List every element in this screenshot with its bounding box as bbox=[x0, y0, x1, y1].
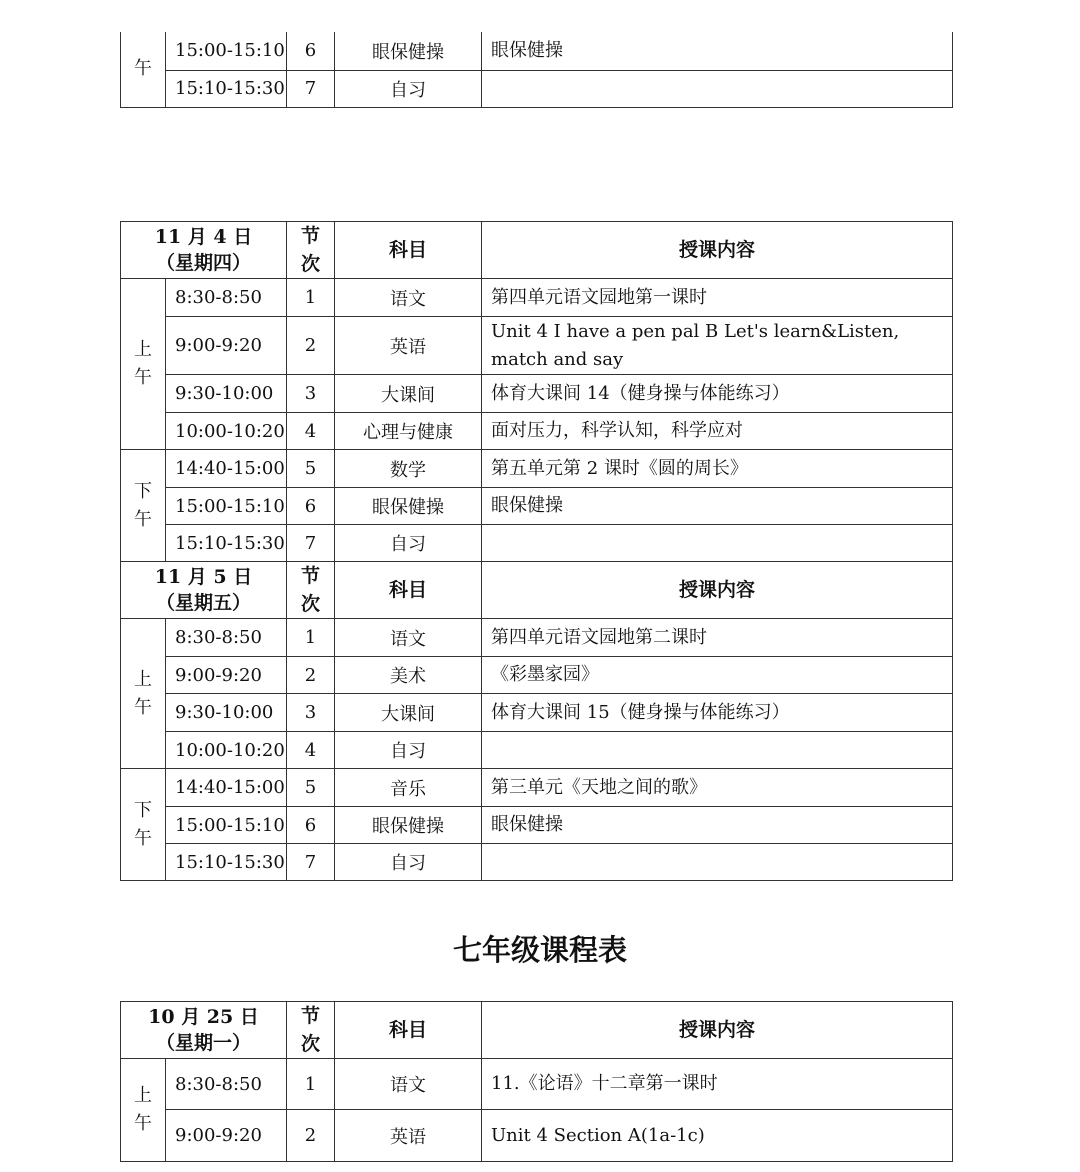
subject-cell: 自习 bbox=[335, 70, 482, 107]
lesson-number-cell: 2 bbox=[287, 1110, 335, 1162]
content-cell: Unit 4 I have a pen pal B Let's learn&Listen, match and say bbox=[482, 317, 953, 375]
day-header-row bbox=[121, 222, 953, 279]
subject-cell: 数学 bbox=[335, 450, 482, 488]
content-cell: 《彩墨家园》 bbox=[482, 657, 953, 694]
lesson-number-cell: 3 bbox=[287, 694, 335, 732]
lesson-number-cell: 5 bbox=[287, 450, 335, 488]
schedule-row bbox=[121, 807, 953, 844]
time-cell: 9:00-9:20 bbox=[166, 1110, 287, 1162]
time-cell: 15:10-15:30 bbox=[166, 525, 287, 562]
subject-header: 科目 bbox=[335, 1002, 482, 1059]
subject-cell: 语文 bbox=[335, 619, 482, 657]
time-cell: 15:00-15:10 bbox=[166, 807, 287, 844]
lesson-number-cell: 6 bbox=[287, 807, 335, 844]
time-cell: 9:30-10:00 bbox=[166, 694, 287, 732]
content-cell: 第三单元《天地之间的歌》 bbox=[482, 769, 953, 807]
schedule-row bbox=[121, 32, 953, 70]
period-cell bbox=[121, 279, 166, 450]
schedule-row bbox=[121, 375, 953, 413]
content-cell: 眼保健操 bbox=[482, 32, 953, 70]
subject-cell: 心理与健康 bbox=[335, 413, 482, 450]
subject-cell: 眼保健操 bbox=[335, 488, 482, 525]
schedule-row bbox=[121, 413, 953, 450]
subject-cell: 大课间 bbox=[335, 375, 482, 413]
lesson-number-header: 节次 bbox=[287, 1002, 335, 1059]
subject-cell: 语文 bbox=[335, 1059, 482, 1110]
schedule-row bbox=[121, 844, 953, 881]
weekday-label: （星期四） bbox=[156, 252, 252, 274]
time-cell: 8:30-8:50 bbox=[166, 1059, 287, 1110]
subject-cell: 眼保健操 bbox=[335, 807, 482, 844]
schedule-row bbox=[121, 1059, 953, 1110]
content-cell: 第五单元第 2 课时《圆的周长》 bbox=[482, 450, 953, 488]
time-cell: 9:00-9:20 bbox=[166, 657, 287, 694]
lesson-number-header: 节次 bbox=[287, 562, 335, 619]
schedule-row bbox=[121, 488, 953, 525]
lesson-number-cell: 7 bbox=[287, 70, 335, 107]
date-header-cell bbox=[121, 562, 287, 619]
content-cell: 眼保健操 bbox=[482, 488, 953, 525]
weekday-label: （星期五） bbox=[156, 592, 252, 614]
lesson-number-cell: 2 bbox=[287, 657, 335, 694]
content-cell: 面对压力，科学认知，科学应对 bbox=[482, 413, 953, 450]
schedule-row bbox=[121, 769, 953, 807]
content-cell bbox=[482, 70, 953, 107]
content-header: 授课内容 bbox=[482, 1002, 953, 1059]
subject-cell: 自习 bbox=[335, 732, 482, 769]
lesson-number-cell: 7 bbox=[287, 525, 335, 562]
content-cell: 体育大课间 14（健身操与体能练习） bbox=[482, 375, 953, 413]
time-cell: 15:10-15:30 bbox=[166, 844, 287, 881]
lesson-number-cell: 3 bbox=[287, 375, 335, 413]
period-cell bbox=[121, 32, 166, 107]
content-cell: 第四单元语文园地第二课时 bbox=[482, 619, 953, 657]
period-cell bbox=[121, 450, 166, 562]
subject-cell: 自习 bbox=[335, 525, 482, 562]
time-cell: 10:00-10:20 bbox=[166, 413, 287, 450]
lesson-number-cell: 6 bbox=[287, 32, 335, 70]
subject-cell: 英语 bbox=[335, 1110, 482, 1162]
schedule-row bbox=[121, 525, 953, 562]
period-label: 上午 bbox=[134, 668, 152, 718]
subject-cell: 语文 bbox=[335, 279, 482, 317]
period-label: 上午 bbox=[134, 339, 152, 388]
date-label: 11 月 4 日 bbox=[154, 226, 253, 248]
content-header: 授课内容 bbox=[482, 562, 953, 619]
lesson-number-cell: 1 bbox=[287, 1059, 335, 1110]
schedule-table-nov bbox=[120, 221, 952, 881]
content-cell: 体育大课间 15（健身操与体能练习） bbox=[482, 694, 953, 732]
lesson-number-header: 节次 bbox=[287, 222, 335, 279]
time-cell: 15:10-15:30 bbox=[166, 70, 287, 107]
time-cell: 14:40-15:00 bbox=[166, 769, 287, 807]
schedule-table-grade7 bbox=[120, 1001, 952, 1162]
time-cell: 8:30-8:50 bbox=[166, 279, 287, 317]
subject-cell: 大课间 bbox=[335, 694, 482, 732]
period-cell bbox=[121, 769, 166, 881]
time-cell: 15:00-15:10 bbox=[166, 488, 287, 525]
subject-cell: 自习 bbox=[335, 844, 482, 881]
lesson-number-cell: 7 bbox=[287, 844, 335, 881]
period-cell bbox=[121, 1059, 166, 1162]
lesson-number-cell: 1 bbox=[287, 619, 335, 657]
time-cell: 14:40-15:00 bbox=[166, 450, 287, 488]
continued-schedule-table bbox=[120, 32, 952, 108]
subject-cell: 音乐 bbox=[335, 769, 482, 807]
date-header-cell bbox=[121, 1002, 287, 1059]
subject-cell: 眼保健操 bbox=[335, 32, 482, 70]
schedule-row bbox=[121, 450, 953, 488]
schedule-row bbox=[121, 694, 953, 732]
section-title: 七年级课程表 bbox=[452, 933, 627, 967]
time-cell: 9:00-9:20 bbox=[166, 317, 287, 375]
time-cell: 10:00-10:20 bbox=[166, 732, 287, 769]
lesson-number-cell: 2 bbox=[287, 317, 335, 375]
day-header-row bbox=[121, 1002, 953, 1059]
content-cell bbox=[482, 732, 953, 769]
schedule-row bbox=[121, 70, 953, 107]
subject-cell: 美术 bbox=[335, 657, 482, 694]
lesson-number-cell: 4 bbox=[287, 413, 335, 450]
content-cell: 11.《论语》十二章第一课时 bbox=[482, 1059, 953, 1110]
schedule-row bbox=[121, 732, 953, 769]
day-header-row bbox=[121, 562, 953, 619]
schedule-row bbox=[121, 619, 953, 657]
time-cell: 8:30-8:50 bbox=[166, 619, 287, 657]
lesson-number-cell: 4 bbox=[287, 732, 335, 769]
content-cell bbox=[482, 525, 953, 562]
content-cell: 第四单元语文园地第一课时 bbox=[482, 279, 953, 317]
subject-cell: 英语 bbox=[335, 317, 482, 375]
schedule-row bbox=[121, 657, 953, 694]
schedule-row bbox=[121, 1110, 953, 1162]
content-cell: Unit 4 Section A(1a-1c) bbox=[482, 1110, 953, 1162]
content-cell: 眼保健操 bbox=[482, 807, 953, 844]
subject-header: 科目 bbox=[335, 562, 482, 619]
period-label: 午 bbox=[134, 58, 152, 80]
lesson-number-cell: 6 bbox=[287, 488, 335, 525]
date-label: 10 月 25 日 bbox=[148, 1006, 259, 1028]
date-label: 11 月 5 日 bbox=[154, 566, 253, 588]
schedule-row bbox=[121, 279, 953, 317]
content-cell bbox=[482, 844, 953, 881]
date-header-cell bbox=[121, 222, 287, 279]
subject-header: 科目 bbox=[335, 222, 482, 279]
time-cell: 9:30-10:00 bbox=[166, 375, 287, 413]
time-cell: 15:00-15:10 bbox=[166, 32, 287, 70]
period-cell bbox=[121, 619, 166, 769]
weekday-label: （星期一） bbox=[156, 1032, 252, 1054]
lesson-number-cell: 5 bbox=[287, 769, 335, 807]
lesson-number-cell: 1 bbox=[287, 279, 335, 317]
schedule-row bbox=[121, 317, 953, 375]
period-label: 下午 bbox=[134, 480, 152, 530]
period-label: 上午 bbox=[134, 1085, 152, 1134]
content-header: 授课内容 bbox=[482, 222, 953, 279]
period-label: 下午 bbox=[134, 799, 152, 849]
